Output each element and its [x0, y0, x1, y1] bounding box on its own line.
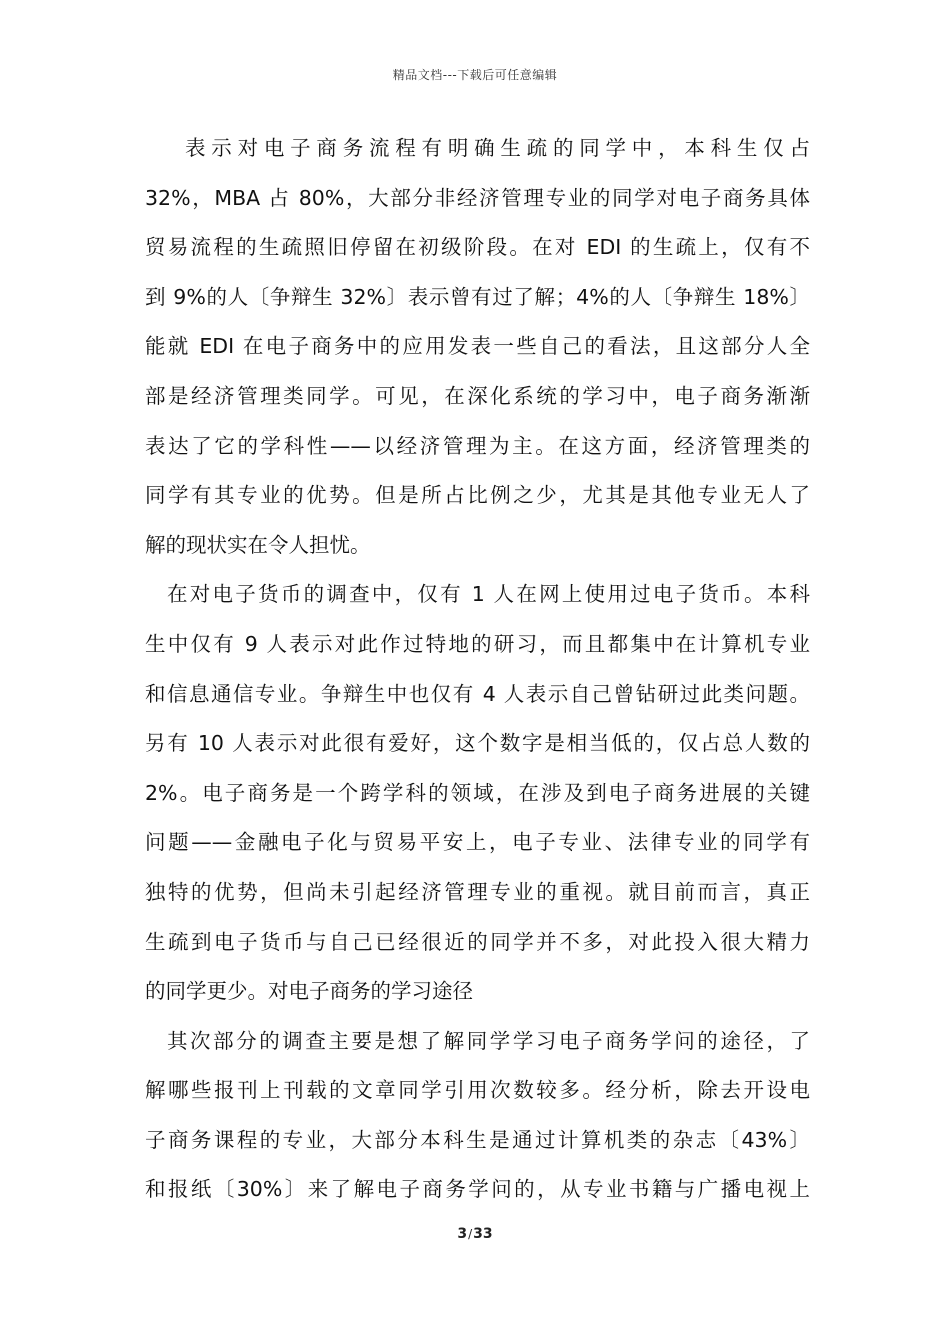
text-line: 解哪些报刊上刊载的文章同学引用次数较多。经分析，除去开设电 — [145, 1078, 810, 1103]
text-line: 独特的优势，但尚未引起经济管理专业的重视。就目前而言，真正 — [145, 879, 810, 904]
text-line: 贸易流程的生疏照旧停留在初级阶段。在对 EDI 的生疏上，仅有不 — [145, 235, 810, 260]
text-line: 生疏到电子货币与自己已经很近的同学并不多，对此投入很大精力 — [145, 929, 810, 954]
page-number — [0, 1226, 950, 1242]
paragraph-3 — [145, 1017, 810, 1215]
total-pages: 33 — [473, 1226, 493, 1242]
page-header: 精品文档---下载后可任意编辑 — [392, 68, 558, 82]
text-line: 表示对电子商务流程有明确生疏的同学中，本科生仅占 — [185, 136, 810, 160]
text-line: 其次部分的调查主要是想了解同学学习电子商务学问的途径，了 — [167, 1028, 810, 1053]
text-line: 部是经济管理类同学。可见，在深化系统的学习中，电子商务渐渐 — [145, 383, 810, 408]
text-line: 同学有其专业的优势。但是所占比例之少，尤其是其他专业无人了 — [145, 483, 810, 508]
page-separator: / — [468, 1227, 473, 1241]
text-line: 到 9%的人〔争辩生 32%〕表示曾有过了解；4%的人〔争辩生 18%〕 — [145, 284, 810, 309]
text-line: 另有 10 人表示对此很有爱好，这个数字是相当低的，仅占总人数的 — [145, 731, 810, 756]
text-line: 2%。电子商务是一个跨学科的领域，在涉及到电子商务进展的关键 — [145, 780, 810, 805]
text-line: 和信息通信专业。争辩生中也仅有 4 人表示自己曾钻研过此类问题。 — [145, 681, 810, 706]
current-page: 3 — [457, 1226, 468, 1242]
text-line: 的同学更少。对电子商务的学习途径 — [145, 979, 473, 1004]
text-line: 32%，MBA 占 80%，大部分非经济管理专业的同学对电子商务具体 — [145, 185, 810, 210]
text-line: 子商务课程的专业，大部分本科生是通过计算机类的杂志〔43%〕 — [145, 1127, 810, 1152]
paragraph-2 — [145, 570, 810, 1016]
text-line: 生中仅有 9 人表示对此作过特地的研习，而且都集中在计算机专业 — [145, 631, 810, 656]
text-line: 能就 EDI 在电子商务中的应用发表一些自己的看法，且这部分人全 — [145, 334, 810, 359]
text-line: 和报纸〔30%〕来了解电子商务学问的，从专业书籍与广播电视上 — [145, 1177, 810, 1202]
text-line: 表达了它的学科性——以经济管理为主。在这方面，经济管理类的 — [145, 433, 810, 458]
paragraph-1 — [145, 124, 810, 570]
text-line: 问题——金融电子化与贸易平安上，电子专业、法律专业的同学有 — [145, 830, 810, 855]
text-line: 在对电子货币的调查中，仅有 1 人在网上使用过电子货币。本科 — [167, 582, 810, 607]
text-line: 解的现状实在令人担忧。 — [145, 532, 371, 557]
document-body — [145, 124, 810, 1215]
